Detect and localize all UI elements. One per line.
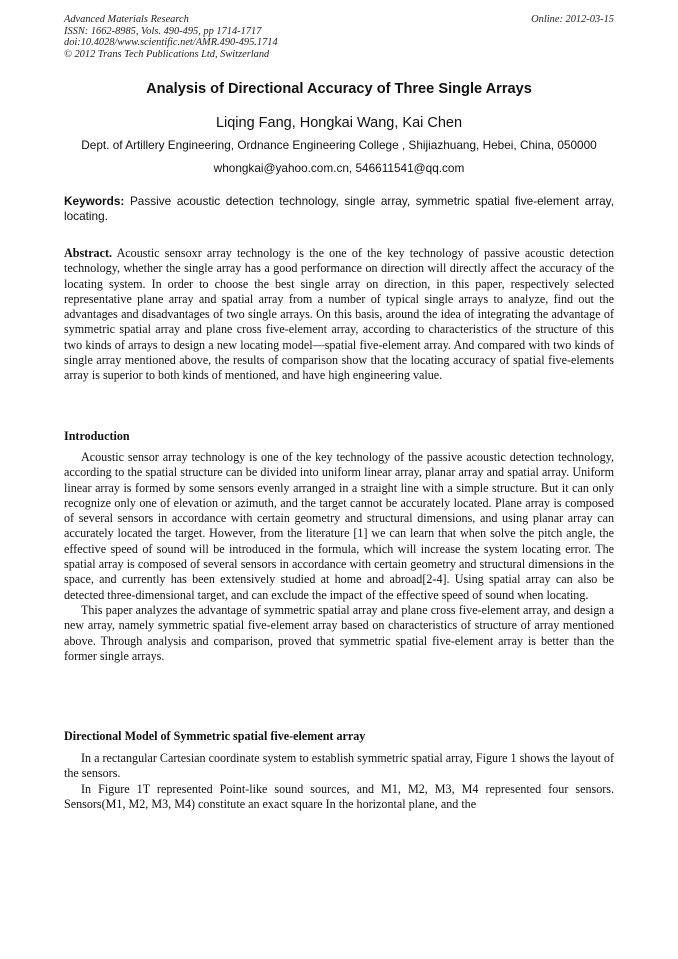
abstract-label: Abstract. bbox=[64, 246, 113, 260]
journal-issn: ISSN: 1662-8985, Vols. 490-495, pp 1714-1717 bbox=[64, 25, 262, 37]
journal-name: Advanced Materials Research bbox=[64, 14, 189, 25]
journal-copyright: © 2012 Trans Tech Publications Ltd, Switzerland bbox=[64, 48, 270, 60]
journal-doi[interactable]: doi:10.4028/www.scientific.net/AMR.490-495.1714 bbox=[64, 37, 278, 49]
introduction-heading: Introduction bbox=[64, 429, 130, 443]
abstract bbox=[64, 246, 614, 384]
paper-authors: Liqing Fang, Hongkai Wang, Kai Chen bbox=[215, 115, 463, 131]
abstract-text: Acoustic sensoxr array technology is the one of the key technology of passive acoustic detection technology, whether the single array has a good performance on direction will directly affect the accuracy of the locating system. In order to choose the best single array on direction, in this paper, respectively selected representative plane array and spatial array from a number of typical single arrays to analyze, find out the advantages and disadvantages of two single arrays. On this basis, around the idea of integrating the advantage of symmetric spatial array and plane cross five-element array, according to characteristics of the structure of this two kinds of arrays to design a new locating model—spatial five-element array. And compared with two kinds of single array mentioned above, the results of comparison show that the locating accuracy of spatial five-elements array is superior to both kinds of mentioned, and have high engineering value. bbox=[64, 246, 614, 383]
author-emails[interactable]: whongkai@yahoo.com.cn, 546611541@qq.com bbox=[213, 161, 465, 175]
author-affiliation: Dept. of Artillery Engineering, Ordnance Engineering College , Shijiazhuang, Hebei, China, 050000 bbox=[81, 138, 597, 152]
journal-header bbox=[64, 14, 614, 60]
paper-title: Analysis of Directional Accuracy of Three Single Arrays bbox=[146, 81, 532, 97]
introduction-section bbox=[64, 450, 614, 664]
model-paragraph: In a rectangular Cartesian coordinate system to establish symmetric spatial array, Figure 1 shows the layout of the sensors. bbox=[64, 751, 614, 781]
model-heading: Directional Model of Symmetric spatial five-element array bbox=[64, 729, 366, 743]
model-section bbox=[64, 751, 614, 812]
keywords-label: Keywords: bbox=[64, 194, 125, 208]
introduction-paragraph: Acoustic sensor array technology is one of the key technology of the passive acoustic detection technology, according to the spatial structure can be divided into uniform linear array, planar array and spatial array. Uniform linear array is formed by some sensors evenly arranged in a straight line with a simple structure. But it can only recognize only one of elevation or azimuth, and the target cannot be accurately located. Plane array is composed of several sensors in accordance with certain geometry and structural dimensions, and using planar array can accurately located the target. However, from the literature [1] we can learn that when solve the pitch angle, the effective speed of sound will be introduced in the formula, which will increase the system locating error. The spatial array is composed of several sensors in accordance with certain geometry and structural dimensions in the space, and currently has been extensively studied at home and abroad[2-4]. Using spatial array can also be detected three-dimensional target, and can exclude the impact of the effective speed of sound when locating. bbox=[64, 450, 614, 602]
introduction-paragraph: This paper analyzes the advantage of symmetric spatial array and plane cross five-element array, and design a new array, namely symmetric spatial five-element array based on characteristics of structure of array mentioned above. Through analysis and comparison, proved that symmetric spatial five-element array is better than the former single arrays. bbox=[64, 602, 614, 663]
keywords-text: Passive acoustic detection technology, single array, symmetric spatial five-element array, locating. bbox=[64, 194, 614, 223]
keywords bbox=[64, 194, 614, 224]
model-paragraph: In Figure 1T represented Point-like sound sources, and M1, M2, M3, M4 represented four sensors. Sensors(M1, M2, M3, M4) constitute an exact square In the horizontal plane, and the bbox=[64, 781, 614, 811]
online-date: Online: 2012-03-15 bbox=[531, 14, 614, 25]
